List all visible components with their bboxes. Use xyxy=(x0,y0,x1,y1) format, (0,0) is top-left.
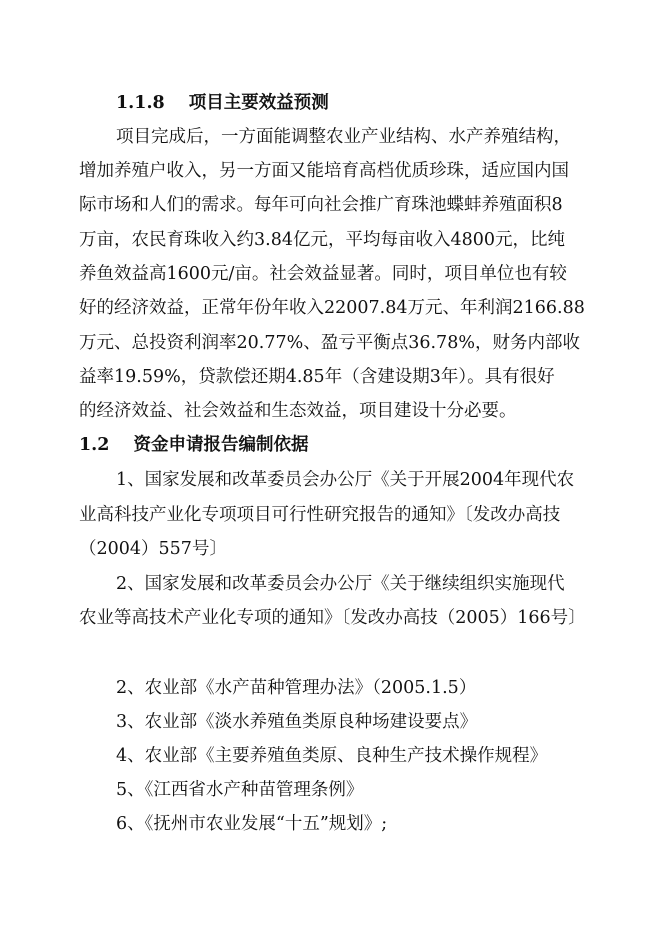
paragraph-line: 项目完成后，一方面能调整农业产业结构、水产养殖结构， xyxy=(116,127,571,147)
paragraph-line: 益率19.59%，贷款偿还期4.85年（含建设期3年）。具有很好 xyxy=(79,367,555,387)
paragraph-line: 增加养殖户收入，另一方面又能培育高档优质珍珠，适应国内国 xyxy=(79,161,569,181)
reference-item: 业高科技产业化专项项目可行性研究报告的通知》〔发改办高技 xyxy=(79,505,561,525)
paragraph-line: 际市场和人们的需求。每年可向社会推广育珠池蝶蚌养殖面积8 xyxy=(79,195,563,215)
reference-item: 2、国家发展和改革委员会办公厅《关于继续组织实施现代 xyxy=(116,574,565,594)
section-title: 项目主要效益预测 xyxy=(188,93,329,113)
reference-item: （2004）557号〕 xyxy=(79,539,227,559)
reference-item: 农业等高技术产业化专项的通知》〔发改办高技（2005）166号〕 xyxy=(79,608,586,628)
section-number: 1.2 xyxy=(79,435,110,455)
paragraph-line: 的经济效益、社会效益和生态效益，项目建设十分必要。 xyxy=(79,401,517,421)
paragraph-line: 养鱼效益高1600元/亩。社会效益显著。同时，项目单位也有较 xyxy=(79,264,567,284)
reference-item: 2、农业部《水产苗种管理办法》（2005.1.5） xyxy=(116,678,477,698)
reference-item: 6、《抚州市农业发展“十五”规划》; xyxy=(116,814,388,834)
reference-item: 5、《江西省水产种苗管理条例》 xyxy=(116,780,364,800)
reference-item: 1、国家发展和改革委员会办公厅《关于开展2004年现代农 xyxy=(116,470,575,490)
reference-item: 4、农业部《主要养殖鱼类原、良种生产技术操作规程》 xyxy=(116,746,548,766)
reference-item: 3、农业部《淡水养殖鱼类原良种场建设要点》 xyxy=(116,712,478,732)
section-number: 1.1.8 xyxy=(116,93,165,113)
section-heading-1-2 xyxy=(79,434,308,456)
section-title: 资金申请报告编制依据 xyxy=(133,435,309,455)
paragraph-line: 好的经济效益，正常年份年收入22007.84万元、年利润2166.88 xyxy=(79,298,585,318)
paragraph-line: 万元、总投资利润率20.77%、盈亏平衡点36.78%，财务内部收 xyxy=(79,333,580,353)
section-heading-1-1-8 xyxy=(116,92,329,114)
paragraph-line: 万亩，农民育珠收入约3.84亿元，平均每亩收入4800元，比纯 xyxy=(79,230,565,250)
